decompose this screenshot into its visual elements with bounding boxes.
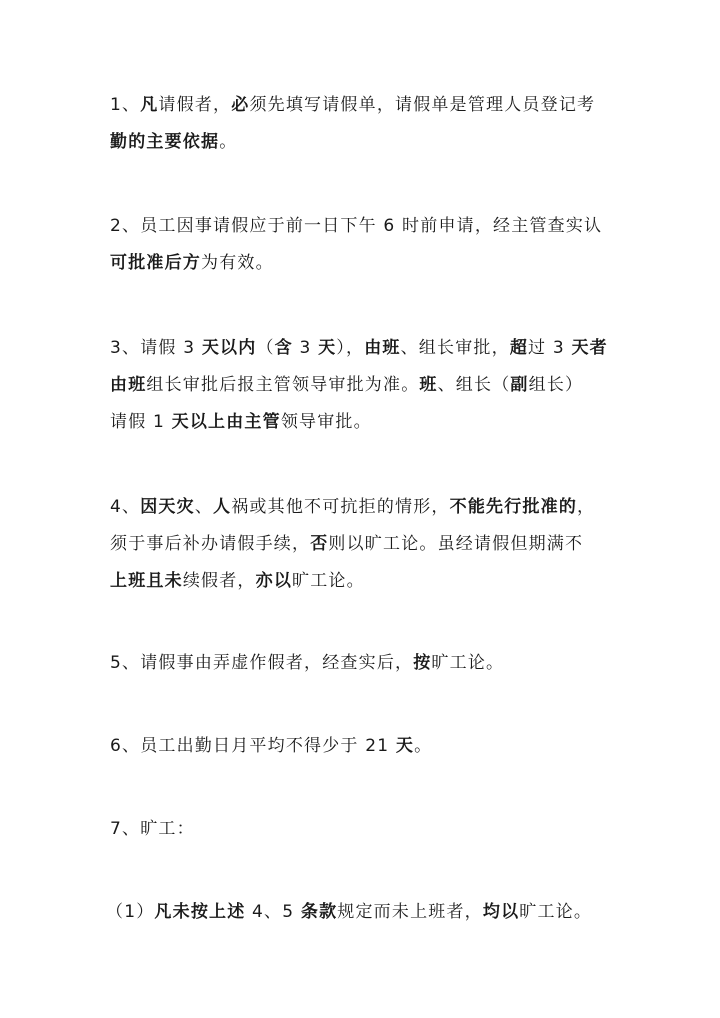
text-run: 、组长（ bbox=[437, 375, 511, 395]
paragraph-line bbox=[110, 208, 615, 245]
bold-text-run: 天 bbox=[318, 338, 337, 358]
paragraph-6 bbox=[110, 728, 615, 765]
bold-text-run: 天者 bbox=[571, 338, 608, 358]
bold-text-run: 班 bbox=[419, 375, 438, 395]
paragraph-1 bbox=[110, 87, 615, 161]
text-run: 旷工论。 bbox=[431, 653, 505, 673]
text-run: 规定而未上班者， bbox=[337, 902, 483, 922]
text-run: 4、5 bbox=[245, 902, 301, 922]
text-run: 请假 1 bbox=[110, 412, 172, 432]
text-run: 旷工论。 bbox=[519, 902, 593, 922]
text-run: 组长） bbox=[528, 375, 584, 395]
paragraph-line bbox=[110, 404, 615, 441]
paragraph-line bbox=[106, 894, 611, 931]
paragraph-line bbox=[110, 811, 615, 848]
text-run: 6、员工出勤日月平均不得少于 21 bbox=[110, 736, 396, 756]
bold-text-run: 因天灾 bbox=[140, 497, 195, 517]
paragraph-2 bbox=[110, 208, 615, 282]
text-run: 组长审批后报主管领导审批为准。 bbox=[146, 375, 420, 395]
text-run: 过 3 bbox=[528, 338, 572, 358]
text-run: 为有效。 bbox=[201, 253, 274, 273]
bold-text-run: 由班 bbox=[364, 338, 401, 358]
text-run: 须先填写请假单，请假单是管理人员登记考 bbox=[249, 95, 596, 115]
text-run: 1、 bbox=[110, 95, 141, 115]
bold-text-run: 人 bbox=[213, 497, 232, 517]
paragraph-line bbox=[110, 728, 615, 765]
bold-text-run: 勤的主要依据 bbox=[110, 132, 220, 152]
text-run: ， bbox=[577, 497, 596, 517]
text-run: （1） bbox=[106, 902, 155, 922]
bold-text-run: 副 bbox=[510, 375, 529, 395]
paragraph-line bbox=[110, 124, 615, 161]
bold-text-run: 天以上由主管 bbox=[171, 412, 281, 432]
paragraph-line bbox=[110, 367, 615, 404]
bold-text-run: 天以内 bbox=[201, 338, 257, 358]
bold-text-run: 由班 bbox=[110, 375, 147, 395]
text-run: 旷工论。 bbox=[292, 571, 365, 591]
text-run: 、组长审批， bbox=[400, 338, 510, 358]
paragraph-7 bbox=[110, 811, 615, 848]
text-run: 。 bbox=[414, 736, 433, 756]
paragraph-line bbox=[110, 330, 615, 367]
paragraph-line bbox=[110, 526, 615, 563]
text-run: 则以旷工论。虽经请假但期满不 bbox=[328, 534, 584, 554]
paragraph-line bbox=[110, 645, 615, 682]
paragraph-8 bbox=[106, 894, 611, 931]
bold-text-run: 按 bbox=[413, 653, 432, 673]
text-run: 7、旷工： bbox=[110, 819, 195, 839]
paragraph-3 bbox=[110, 330, 615, 441]
bold-text-run: 含 bbox=[274, 338, 293, 358]
text-run: 请假者， bbox=[158, 95, 232, 115]
paragraph-line bbox=[110, 245, 615, 282]
bold-text-run: 上班且未 bbox=[110, 571, 183, 591]
paragraph-4 bbox=[110, 489, 615, 600]
text-run: ）， bbox=[336, 338, 365, 358]
text-run: 2、员工因事请假应于前一日下午 6 时前申请，经主管查实认 bbox=[110, 216, 603, 236]
bold-text-run: 天 bbox=[395, 736, 415, 756]
bold-text-run: 亦以 bbox=[255, 571, 293, 591]
paragraph-5 bbox=[110, 645, 615, 682]
text-run: 须于事后补办请假手续， bbox=[110, 534, 311, 554]
text-run: 领导审批。 bbox=[280, 412, 372, 432]
text-run: （ bbox=[256, 338, 275, 358]
bold-text-run: 凡未按上述 bbox=[154, 902, 246, 922]
text-run: 5、请假事由弄虚作假者，经查实后， bbox=[110, 653, 414, 673]
text-run: 3、请假 3 bbox=[110, 338, 202, 358]
paragraph-line bbox=[110, 87, 615, 124]
text-run: 4、 bbox=[110, 497, 141, 517]
bold-text-run: 否 bbox=[310, 534, 329, 554]
text-run: 祸或其他不可抗拒的情形， bbox=[231, 497, 450, 517]
text-run: 3 bbox=[292, 338, 319, 358]
text-run: 、 bbox=[194, 497, 214, 517]
bold-text-run: 可批准后方 bbox=[110, 253, 201, 273]
bold-text-run: 凡 bbox=[140, 95, 159, 115]
text-run: 。 bbox=[219, 132, 238, 152]
text-run: 续假者， bbox=[182, 571, 256, 591]
bold-text-run: 条款 bbox=[300, 902, 338, 922]
paragraph-line bbox=[110, 489, 615, 526]
bold-text-run: 超 bbox=[509, 338, 529, 358]
bold-text-run: 不能先行批准的 bbox=[449, 497, 578, 517]
bold-text-run: 必 bbox=[231, 95, 250, 115]
bold-text-run: 均以 bbox=[482, 902, 520, 922]
paragraph-line bbox=[110, 563, 615, 600]
